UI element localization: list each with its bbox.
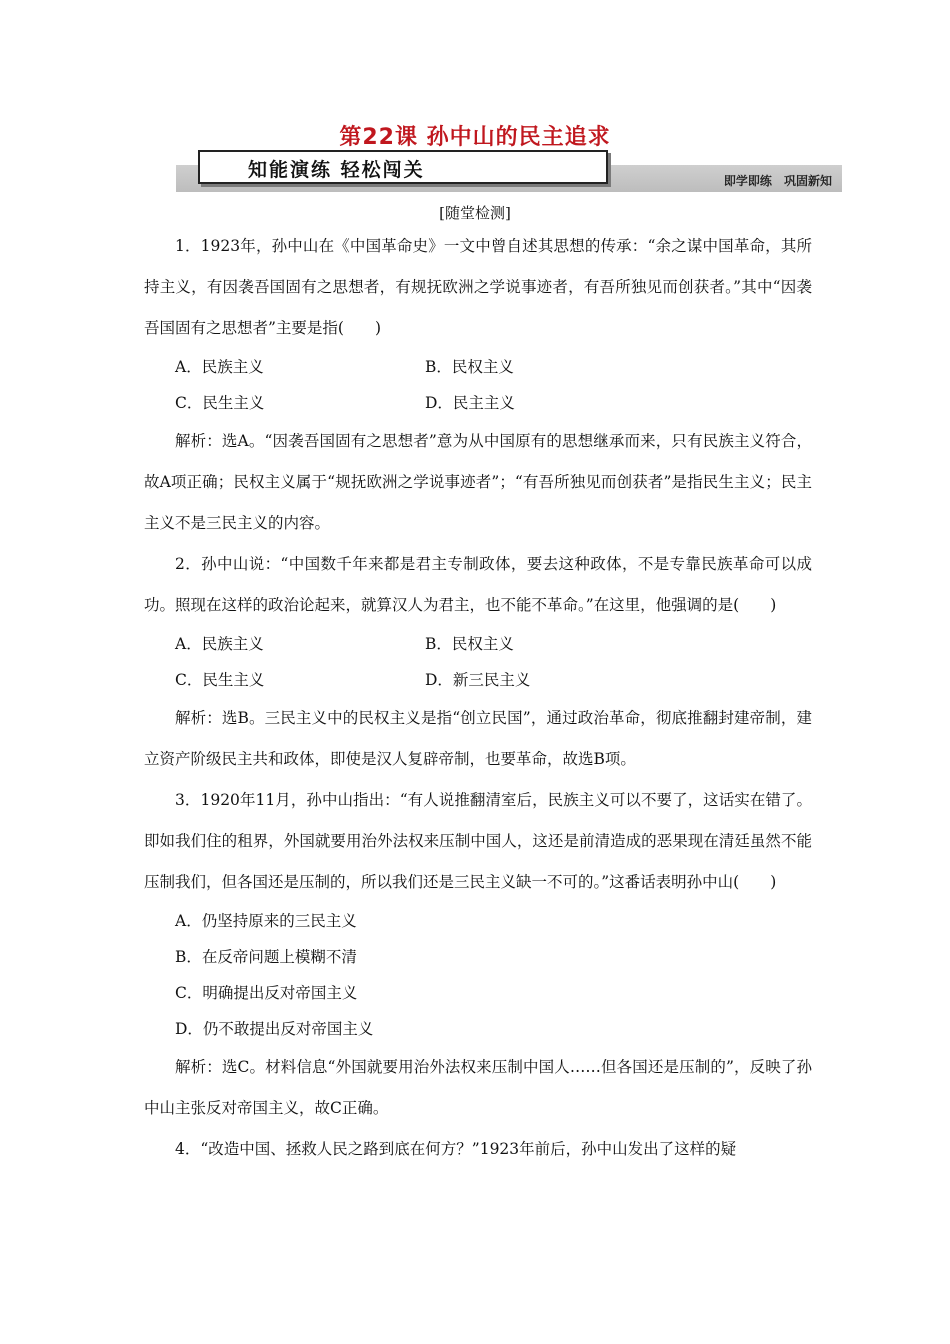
option: C．民生主义 [175,671,265,689]
option: A．仍坚持原来的三民主义 [175,912,357,930]
option: A．民族主义 [175,635,264,653]
option: B．在反帝问题上模糊不清 [175,948,357,966]
option: B．民权主义 [425,635,514,653]
answer-analysis: 解析：选B。三民主义中的民权主义是指“创立民国”，通过政治革命，彻底推翻封建帝制，建立资产阶级民主共和政体，即使是汉人复辟帝制，也要革命，故选B项。 [144,709,812,768]
question-stem: 3．1920年11月，孙中山指出：“有人说推翻清室后，民族主义可以不要了，这话实在错了。即如我们住的租界，外国就要用治外法权来压制中国人，这还是前清造成的恶果现在清廷虽然不能压制我们，但各国还是压制的，所以我们还是三民主义缺一不可的。”这番话表明孙中山( ) [144,791,812,891]
answer-analysis: 解析：选A。“因袭吾国固有之思想者”意为从中国原有的思想继承而来，只有民族主义符合，故A项正确；民权主义属于“规抚欧洲之学说事迹者”；“有吾所独见而创获者”是指民生主义；民主主义不是三民主义的内容。 [144,432,812,532]
section-banner [176,150,842,192]
page-title: 第22课 孙中山的民主追求 [339,125,611,150]
option: D．新三民主义 [425,671,531,689]
question-list [144,226,812,1170]
option: A．民族主义 [175,358,264,376]
question-stem: 2．孙中山说：“中国数千年来都是君主专制政体，要去这种政体，不是专靠民族革命可以成功。照现在这样的政治论起来，就算汉人为君主，也不能不革命。”在这里，他强调的是( ) [144,555,812,614]
banner-label: 知能演练 轻松闯关 [248,159,425,181]
option: C．民生主义 [175,394,265,412]
question-stem: 4．“改造中国、拯救人民之路到底在何方？”1923年前后，孙中山发出了这样的疑 [175,1140,737,1158]
option-row [144,626,812,662]
option-row [144,349,812,385]
banner-right-text: 即学即练 巩固新知 [723,174,832,188]
option-row [144,385,812,421]
option: C．明确提出反对帝国主义 [175,984,358,1002]
option: B．民权主义 [425,358,514,376]
option: D．民主主义 [425,394,515,412]
section-heading: [随堂检测] [439,204,511,222]
option: D．仍不敢提出反对帝国主义 [175,1020,374,1038]
answer-analysis: 解析：选C。材料信息“外国就要用治外法权来压制中国人……但各国还是压制的”，反映了孙中山主张反对帝国主义，故C正确。 [144,1058,812,1117]
banner-box [198,150,608,184]
option-row [144,662,812,698]
question-stem: 1．1923年，孙中山在《中国革命史》一文中曾自述其思想的传承：“余之谋中国革命，其所持主义，有因袭吾国固有之思想者，有规抚欧洲之学说事迹者，有吾所独见而创获者。”其中“因袭吾国固有之思想者”主要是指( ) [144,237,812,337]
